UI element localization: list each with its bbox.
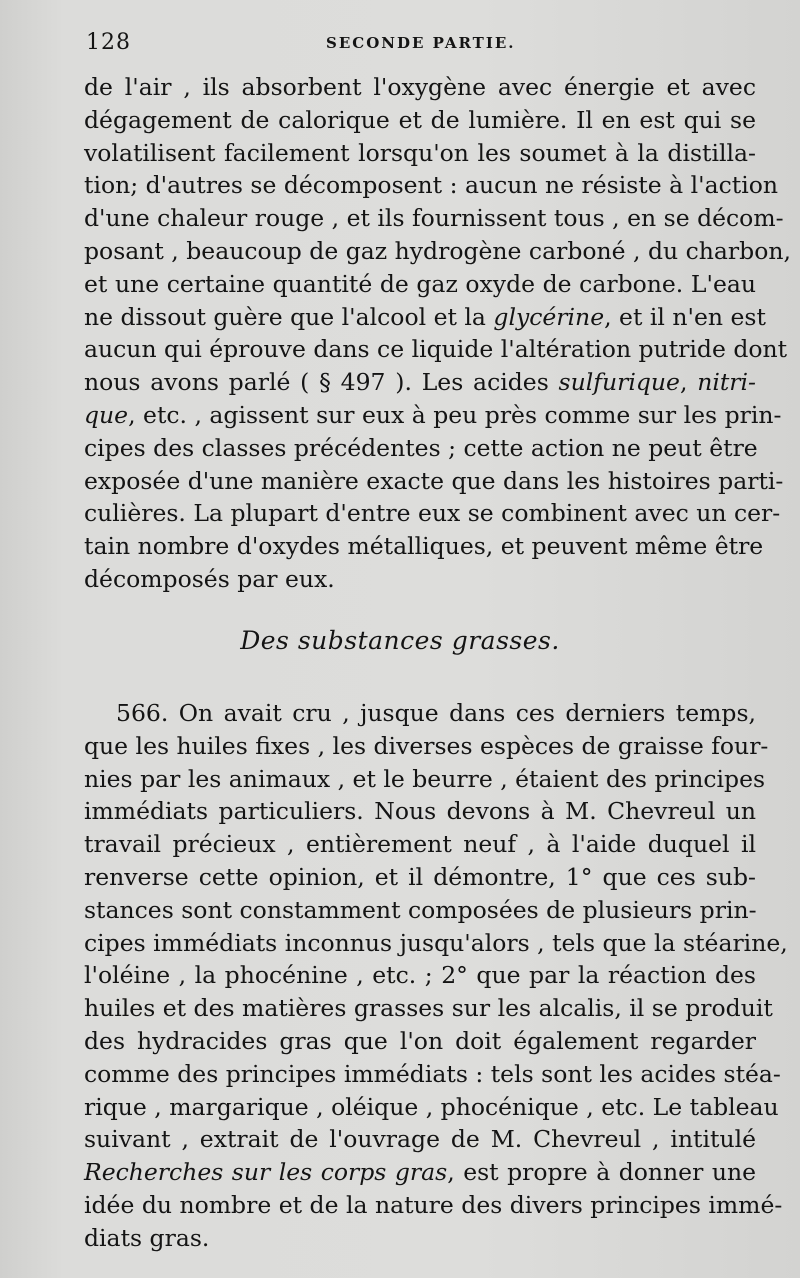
paragraph-1 — [84, 71, 791, 596]
paragraph-2 — [84, 697, 788, 1255]
text-line: cipes immédiats inconnus jusqu'alors , tels que la stéarine, — [84, 928, 788, 957]
text-line: stances sont constamment composées de plusieurs prin- — [84, 895, 757, 924]
text-line: immédiats particuliers. Nous devons à M. Chevreul un — [84, 797, 756, 826]
text-line: suivant , extrait de l'ouvrage de M. Chevreul , intitulé — [84, 1125, 756, 1154]
running-head: SECONDE PARTIE. — [326, 34, 516, 52]
text-line: d'une chaleur rouge , et ils fournissent tous , en se décom- — [84, 204, 784, 233]
text-line: Recherches sur les corps gras, est propre à donner une — [84, 1158, 756, 1187]
text-line: décomposés par eux. — [84, 564, 335, 593]
text-line: cipes des classes précédentes ; cette action ne peut être — [84, 433, 758, 462]
text-line: aucun qui éprouve dans ce liquide l'altération putride dont — [84, 335, 788, 364]
text-line: dégagement de calorique et de lumière. Il en est qui se — [84, 105, 756, 134]
text-line: comme des principes immédiats : tels sont les acides stéa- — [84, 1059, 781, 1088]
text-line: travail précieux , entièrement neuf , à l'aide duquel il — [84, 830, 756, 859]
text-line: de l'air , ils absorbent l'oxygène avec énergie et avec — [84, 73, 756, 101]
text-line: diats gras. — [84, 1223, 210, 1252]
text-line: culières. La plupart d'entre eux se combinent avec un cer- — [84, 499, 781, 528]
text-line: et une certaine quantité de gaz oxyde de carbone. L'eau — [84, 269, 756, 298]
text-line: posant , beaucoup de gaz hydrogène carboné , du charbon, — [84, 236, 791, 265]
text-line: nous avons parlé ( § 497 ). Les acides sulfurique, nitri- — [84, 368, 756, 397]
section-title: Des substances grasses. — [240, 626, 560, 655]
text-line: des hydracides gras que l'on doit également regarder — [84, 1026, 756, 1055]
text-line: exposée d'une manière exacte que dans les histoires parti- — [84, 466, 784, 495]
text-line: huiles et des matières grasses sur les alcalis, il se produit — [84, 994, 773, 1023]
page-header — [86, 30, 756, 60]
text-line: volatilisent facilement lorsqu'on les soumet à la distilla- — [84, 138, 756, 167]
text-line: idée du nombre et de la nature des divers principes immé- — [84, 1190, 783, 1219]
text-line: 566. On avait cru , jusque dans ces derniers temps, — [116, 699, 756, 727]
text-line: nies par les animaux , et le beurre , étaient des principes — [84, 764, 766, 793]
text-line: que les huiles fixes , les diverses espèces de graisse four- — [84, 731, 769, 760]
text-line: tain nombre d'oxydes métalliques, et peuvent même être — [84, 532, 764, 561]
text-line: ne dissout guère que l'alcool et la glycérine, et il n'en est — [84, 302, 766, 331]
page-number: 128 — [86, 30, 131, 55]
text-line: renverse cette opinion, et il démontre, 1° que ces sub- — [84, 862, 756, 891]
text-line: rique , margarique , oléique , phocénique , etc. Le tableau — [84, 1092, 779, 1121]
text-line: l'oléine , la phocénine , etc. ; 2° que par la réaction des — [84, 961, 756, 990]
text-line: que, etc. , agissent sur eux à peu près comme sur les prin- — [84, 400, 782, 429]
text-line: tion; d'autres se décomposent : aucun ne résiste à l'action — [84, 171, 778, 200]
